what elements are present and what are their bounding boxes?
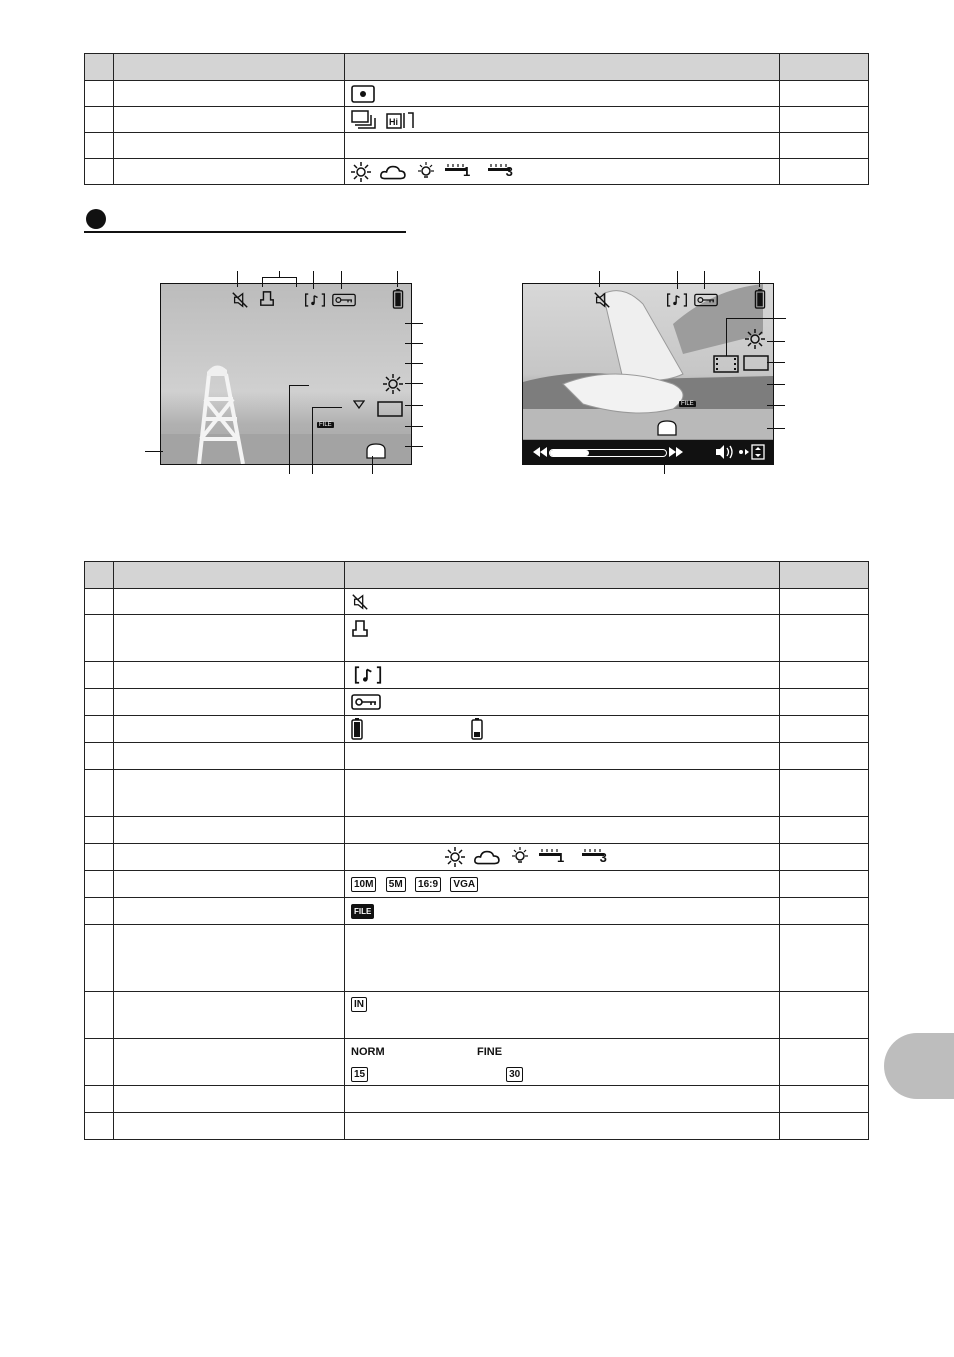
callout-line: [405, 426, 423, 427]
rewind-icon: [533, 447, 547, 457]
callout-line: [664, 458, 665, 474]
tungsten-icon: [510, 847, 530, 867]
battery-low-icon: [471, 718, 483, 740]
table-row: [85, 817, 869, 844]
callout-line: [767, 362, 785, 363]
spot-metering-icon: [351, 85, 375, 103]
hi-sequential-icon: [386, 110, 414, 130]
chapter-thumb-tab: [884, 1033, 954, 1099]
protect-icon: [351, 694, 381, 710]
callout-line: [726, 318, 786, 319]
callout-line: [405, 383, 423, 384]
callout-line: [767, 341, 785, 342]
table-row: [85, 743, 869, 770]
playback-progress-bar: [549, 449, 667, 457]
sound-record-icon: [304, 292, 326, 308]
sunny-icon: [351, 162, 371, 182]
memory-icon: [743, 355, 769, 371]
callout-line: [372, 456, 373, 474]
fast-forward-icon: [669, 447, 683, 457]
mute-icon: [351, 593, 369, 611]
callout-line: [312, 407, 342, 408]
callout-line: [726, 318, 727, 356]
sequential-icon: [351, 110, 377, 130]
fluor3-label: 3: [505, 164, 513, 179]
table-row: [85, 770, 869, 817]
protect-icon: [694, 293, 718, 307]
mute-icon: [593, 291, 611, 309]
file-icon: FILE: [681, 401, 694, 407]
table-row: [85, 716, 869, 743]
table-row: [85, 107, 869, 133]
table-row: [85, 871, 869, 898]
cloudy-icon: [656, 420, 678, 436]
playback-progress-fill: [550, 450, 589, 456]
battery-full-icon: [351, 718, 363, 740]
callout-line: [767, 384, 785, 385]
print-reserve-icon: [259, 291, 275, 307]
battery-icon: [754, 289, 766, 309]
compression-arrow-icon: [353, 399, 365, 409]
callout-line: [289, 385, 290, 474]
file-icon: FILE: [351, 904, 374, 919]
callout-line: [262, 277, 297, 278]
print-reserve-icon: [351, 620, 369, 638]
still-playback-screen: [160, 283, 412, 465]
frame-rate-30-icon: 30: [506, 1067, 523, 1082]
mute-icon: [231, 291, 249, 309]
callout-line: [405, 323, 423, 324]
table-row: [85, 615, 869, 662]
top-reference-table: [84, 53, 869, 185]
table-row: [85, 159, 869, 185]
callout-line: [145, 451, 163, 452]
table-row: [85, 1086, 869, 1113]
table-row: [85, 689, 869, 716]
table-row: [85, 1113, 869, 1140]
callout-line: [704, 271, 705, 289]
callout-line: [262, 277, 263, 287]
movie-playback-screen: [522, 283, 774, 465]
memory-icon: [377, 401, 403, 417]
bottom-reference-table: [84, 561, 869, 1140]
cloudy-icon: [474, 848, 500, 866]
callout-line: [677, 271, 678, 289]
table-row: [85, 844, 869, 871]
internal-memory-icon: IN: [351, 997, 367, 1012]
norm-quality-icon: NORM: [351, 1045, 385, 1058]
fluor1-label: 1: [557, 849, 565, 865]
fluor3-label: 3: [599, 849, 607, 865]
frame-rate-15-icon: 15: [351, 1067, 368, 1082]
callout-line: [397, 271, 398, 287]
fluorescent3-icon: [582, 847, 607, 867]
section-underline: [84, 231, 406, 233]
fine-quality-icon: FINE: [477, 1045, 503, 1058]
callout-line: [279, 271, 280, 277]
callout-line: [599, 271, 600, 287]
battery-icon: [392, 289, 404, 309]
callout-line: [405, 446, 423, 447]
cloudy-icon: [380, 163, 406, 181]
protect-icon: [332, 293, 356, 307]
table-row: [85, 925, 869, 992]
table-header-row: [85, 54, 869, 81]
callout-line: [313, 271, 314, 289]
lifeguard-tower-illustration: [161, 284, 411, 464]
size-vga-badge: VGA: [450, 877, 478, 892]
sunny-icon: [383, 374, 403, 394]
size-5m-badge: 5M: [386, 877, 406, 892]
file-icon: FILE: [319, 422, 332, 428]
size-10m-badge: 10M: [351, 877, 376, 892]
callout-line: [767, 428, 785, 429]
table-row: [85, 81, 869, 107]
callout-line: [237, 271, 238, 287]
callout-line: [289, 385, 309, 386]
movie-film-icon: [713, 355, 739, 373]
table-row: [85, 662, 869, 689]
table-row: [85, 589, 869, 615]
callout-line: [405, 363, 423, 364]
table-header-row: [85, 562, 869, 589]
sound-record-icon: [666, 292, 688, 308]
sunny-icon: [745, 329, 765, 349]
size-169-badge: 16:9: [415, 877, 441, 892]
table-row: [85, 133, 869, 159]
cloudy-icon: [365, 443, 387, 459]
section-bullet: [86, 209, 106, 229]
callout-line: [341, 271, 342, 289]
callout-line: [767, 405, 785, 406]
callout-line: [405, 405, 423, 406]
callout-line: [312, 407, 313, 474]
fluorescent1-icon: [445, 162, 470, 182]
fluor1-label: 1: [463, 164, 471, 179]
tungsten-icon: [416, 162, 436, 182]
callout-line: [405, 343, 423, 344]
volume-adjust-icon: [751, 444, 765, 460]
sunny-icon: [445, 847, 465, 867]
table-row: [85, 898, 869, 925]
fluorescent3-icon: [488, 162, 513, 182]
callout-line: [296, 277, 297, 287]
fluorescent1-icon: [539, 847, 564, 867]
table-row: [85, 1039, 869, 1086]
callout-line: [759, 271, 760, 287]
sound-record-icon: [351, 665, 385, 685]
table-row: [85, 992, 869, 1039]
seagull-illustration: [523, 284, 773, 464]
